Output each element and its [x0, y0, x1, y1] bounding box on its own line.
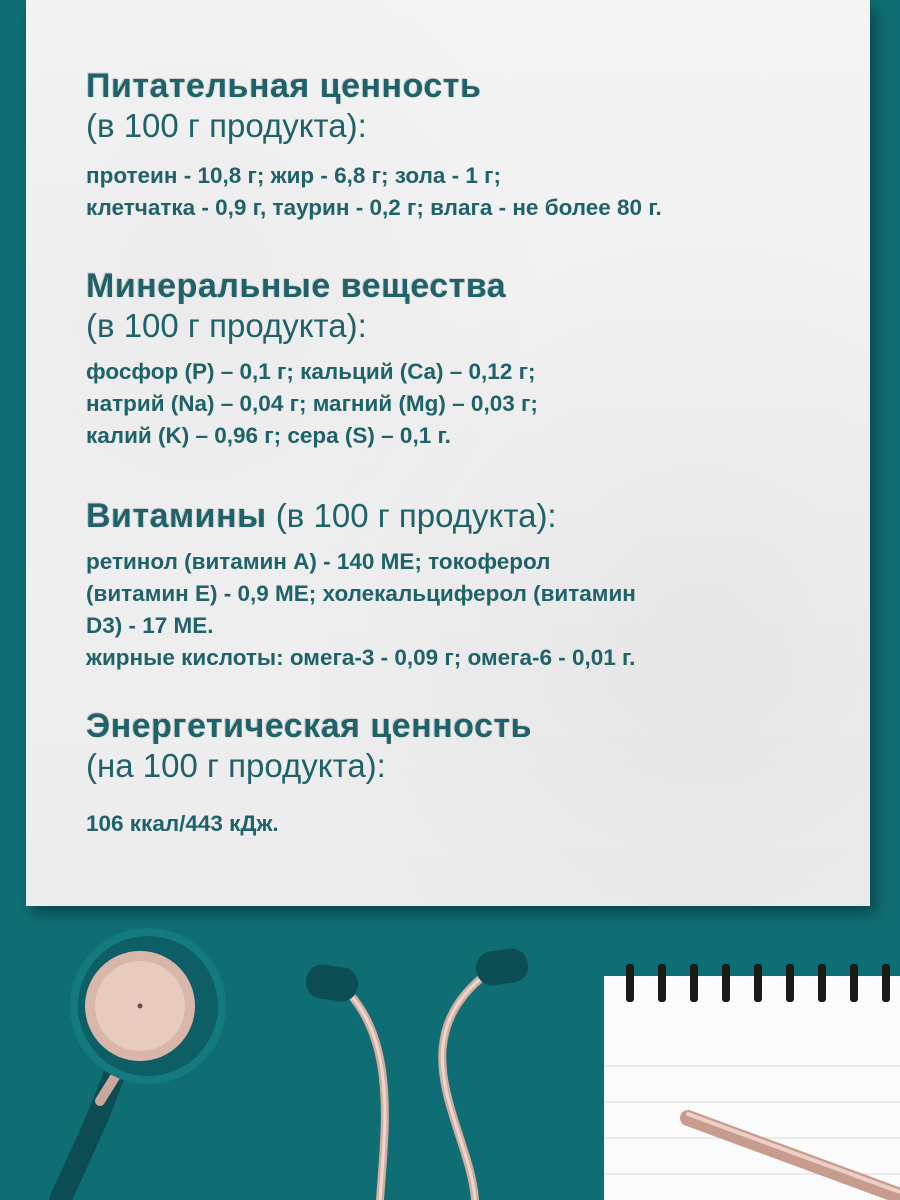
minerals-title: Минеральные вещества	[86, 267, 507, 305]
section-minerals	[86, 266, 538, 452]
energy-text	[86, 808, 532, 840]
section-energy	[86, 706, 532, 840]
nutrition-text	[86, 160, 662, 224]
energy-title: Энергетическая ценность	[86, 707, 533, 745]
vitamins-subtitle: (в 100 г продукта):	[266, 497, 557, 534]
nutrition-line: протеин - 10,8 г; жир - 6,8 г; зола - 1 г;	[86, 163, 502, 188]
minerals-line: калий (K) – 0,96 г; сера (S) – 0,1 г.	[86, 423, 451, 448]
vitamins-line: (витамин Е) - 0,9 МЕ; холекальциферол (витамин	[86, 581, 636, 606]
decor-illustration	[0, 906, 900, 1200]
notepad-icon	[604, 964, 900, 1200]
nutrition-title: Питательная ценность	[86, 67, 482, 105]
vitamins-title: Витамины	[86, 497, 267, 535]
vitamins-line: жирные кислоты: омега-3 - 0,09 г; омега-6 - 0,01 г.	[86, 645, 636, 670]
section-vitamins	[86, 496, 636, 674]
stethoscope-illustration	[60, 928, 530, 1200]
vitamins-line: ретинол (витамин А) - 140 МЕ; токоферол	[86, 549, 551, 574]
energy-subtitle: (на 100 г продукта):	[86, 747, 386, 784]
vitamins-line: D3) - 17 МЕ.	[86, 613, 214, 638]
minerals-text	[86, 356, 538, 452]
minerals-line: фосфор (P) – 0,1 г; кальций (Ca) – 0,12 г;	[86, 359, 536, 384]
nutrition-line: клетчатка - 0,9 г, таурин - 0,2 г; влага - не более 80 г.	[86, 195, 662, 220]
minerals-line: натрий (Na) – 0,04 г; магний (Mg) – 0,03 г;	[86, 391, 538, 416]
minerals-subtitle: (в 100 г продукта):	[86, 307, 367, 344]
nutrition-subtitle: (в 100 г продукта):	[86, 107, 367, 144]
energy-line: 106 ккал/443 кДж.	[86, 811, 279, 836]
vitamins-text	[86, 546, 636, 674]
paper-sheet	[26, 0, 870, 906]
vitamins-heading	[86, 496, 636, 536]
section-nutrition	[86, 66, 662, 224]
